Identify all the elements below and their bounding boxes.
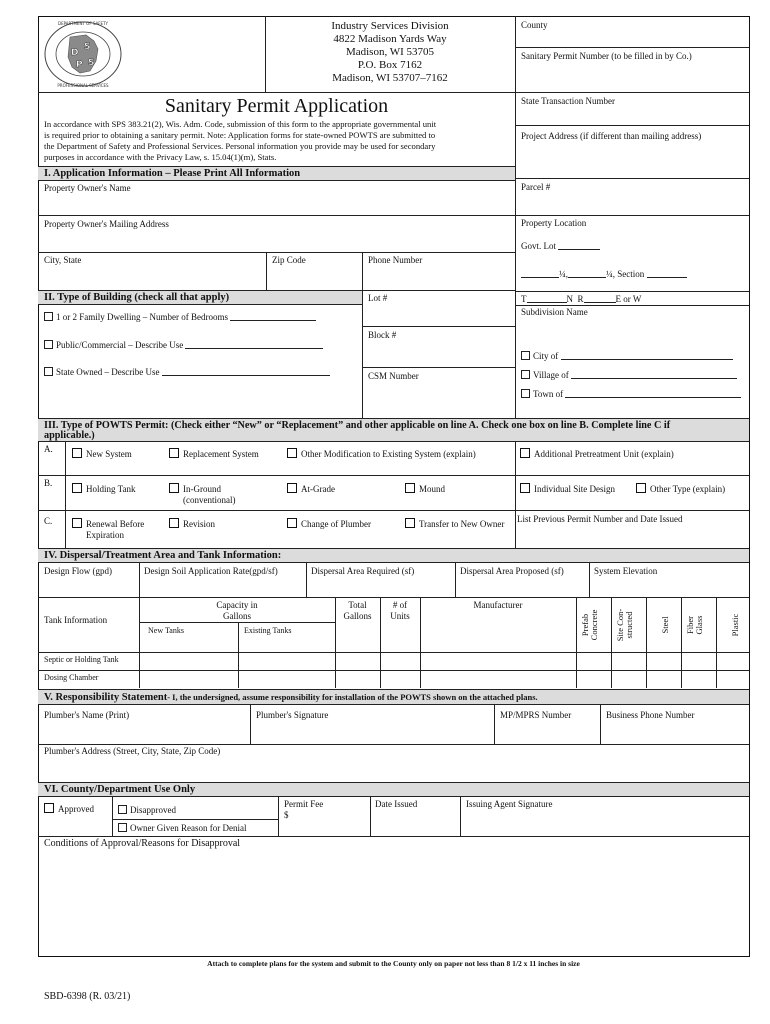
individual-site-design-checkbox[interactable]: [520, 483, 530, 493]
subdivision-name-label: Subdivision Name: [521, 307, 588, 317]
plumber-address-label: Plumber's Address (Street, City, State, Zip Code): [44, 746, 221, 756]
renewal-checkbox[interactable]: [72, 518, 82, 528]
village-of-checkbox[interactable]: [521, 370, 530, 379]
individual-site-design-option[interactable]: Individual Site Design: [520, 483, 615, 495]
row-b-label: B.: [44, 478, 53, 488]
city-of-checkbox[interactable]: [521, 351, 530, 360]
design-soil-label: Design Soil Application Rate(gpd/sf): [144, 566, 278, 576]
svg-text:DEPARTMENT OF SAFETY: DEPARTMENT OF SAFETY: [58, 21, 108, 26]
tank-information-label: Tank Information: [44, 615, 108, 625]
village-of-field[interactable]: Village of: [521, 370, 737, 381]
transfer-new-owner-checkbox[interactable]: [405, 518, 415, 528]
conditions-label: Conditions of Approval/Reasons for Disapproval: [44, 838, 241, 849]
section-6-header: VI. County/Department Use Only: [38, 782, 749, 797]
dosing-chamber-row: Dosing Chamber: [44, 673, 99, 682]
mound-option[interactable]: Mound: [405, 483, 445, 495]
county-label: County: [521, 20, 548, 30]
attach-note: Attach to complete plans for the system and submit to the County only on paper not less than 8 1/2 x 11 inches in size: [207, 959, 580, 968]
agency-address: [265, 20, 515, 85]
intro-text: In accordance with SPS 383.21(2), Wis. Adm. Code, submission of this form to the appropriate governmental unit is required prior to obtaining a sanitary permit. Note: Application forms for state-owned POWTS are submitted to the Department of Safety and Professional Services. Personal information you provide may be used for secondary purposes in accordance with the Privacy Law, s. 15.04(1)(m), Stats.: [44, 119, 437, 162]
system-elevation-label: System Elevation: [594, 566, 658, 576]
total-gallons-label: Total Gallons: [343, 600, 372, 621]
additional-pretreatment-checkbox[interactable]: [520, 448, 530, 458]
public-commercial-checkbox[interactable]: [44, 340, 53, 349]
additional-pretreatment-option[interactable]: Additional Pretreatment Unit (explain): [520, 448, 674, 460]
lot-label: Lot #: [368, 293, 388, 303]
new-system-checkbox[interactable]: [72, 448, 82, 458]
phone-number-label: Phone Number: [368, 255, 423, 265]
revision-checkbox[interactable]: [169, 518, 179, 528]
in-ground-checkbox[interactable]: [169, 483, 179, 493]
at-grade-option[interactable]: At-Grade: [287, 483, 335, 495]
parcel-label: Parcel #: [521, 182, 551, 192]
page-title: Sanitary Permit Application: [164, 95, 389, 117]
steel-label: Steel: [660, 616, 670, 634]
city-zip-2: Madison, WI 53707–7162: [332, 72, 448, 84]
dsps-seal-icon: [42, 19, 124, 89]
family-dwelling-checkbox[interactable]: [44, 312, 53, 321]
form-border-top: [38, 16, 750, 17]
city-state-label: City, State: [44, 255, 82, 265]
number-of-units-label: # of Units: [390, 600, 410, 621]
replacement-system-option[interactable]: Replacement System: [169, 448, 259, 460]
form-border-bottom: [38, 956, 750, 957]
disapproved-option[interactable]: Disapproved: [118, 805, 176, 816]
section-4-header: IV. Dispersal/Treatment Area and Tank Information:: [38, 548, 749, 563]
dispersal-proposed-label: Dispersal Area Proposed (sf): [460, 566, 564, 576]
manufacturer-label: Manufacturer: [473, 600, 523, 610]
in-ground-option[interactable]: In-Ground (conventional): [169, 483, 235, 506]
design-flow-label: Design Flow (gpd): [44, 566, 112, 576]
issuing-agent-signature-label: Issuing Agent Signature: [466, 799, 553, 809]
holding-tank-checkbox[interactable]: [72, 483, 82, 493]
approved-option[interactable]: Approved: [44, 803, 94, 815]
other-modification-checkbox[interactable]: [287, 448, 297, 458]
plumber-signature-label: Plumber's Signature: [256, 710, 329, 720]
approved-checkbox[interactable]: [44, 803, 54, 813]
state-transaction-number-label: State Transaction Number: [521, 96, 615, 106]
owner-given-reason-option[interactable]: Owner Given Reason for Denial: [118, 823, 246, 834]
dispersal-required-label: Dispersal Area Required (sf): [311, 566, 415, 576]
fiber-glass-label: Fiber Glass: [685, 615, 704, 635]
date-issued-label: Date Issued: [375, 799, 418, 809]
business-phone-label: Business Phone Number: [606, 710, 695, 720]
govt-lot-field[interactable]: Govt. Lot: [521, 241, 600, 252]
change-of-plumber-checkbox[interactable]: [287, 518, 297, 528]
family-dwelling-option[interactable]: 1 or 2 Family Dwelling – Number of Bedrooms: [44, 312, 316, 323]
form-number: SBD-6398 (R. 03/21): [44, 991, 131, 1002]
section-1-header: I. Application Information – Please Print All Information: [38, 166, 515, 181]
zip-code-label: Zip Code: [272, 255, 306, 265]
block-label: Block #: [368, 330, 397, 340]
plumber-name-label: Plumber's Name (Print): [44, 710, 130, 720]
revision-option[interactable]: Revision: [169, 518, 215, 530]
disapproved-checkbox[interactable]: [118, 805, 127, 814]
site-constructed-label: Site Con- structed: [615, 608, 634, 642]
row-c-label: C.: [44, 516, 53, 526]
capacity-gallons-label: Capacity in Gallons: [216, 600, 258, 621]
list-previous-permit-label: List Previous Permit Number and Date Issued: [517, 514, 683, 524]
replacement-system-checkbox[interactable]: [169, 448, 179, 458]
permit-fee-label: Permit Fee $: [284, 799, 324, 820]
city-of-field[interactable]: City of: [521, 351, 733, 362]
sanitary-permit-number-label: Sanitary Permit Number (to be filled in by Co.): [521, 51, 692, 61]
change-of-plumber-option[interactable]: Change of Plumber: [287, 518, 371, 530]
svg-text:S: S: [84, 42, 91, 52]
plastic-label: Plastic: [730, 613, 740, 637]
section-5-header: V. Responsibility Statement- I, the undersigned, assume responsibility for installation of the POWTS shown on the attached plans.: [38, 689, 749, 705]
section-2-header: II. Type of Building (check all that apply): [38, 291, 362, 305]
other-modification-option[interactable]: Other Modification to Existing System (explain): [287, 448, 476, 460]
svg-text:PROFESSIONAL SERVICES: PROFESSIONAL SERVICES: [57, 83, 109, 88]
prefab-concrete-label: Prefab Concrete: [580, 609, 599, 641]
svg-text:P: P: [76, 60, 83, 70]
mound-checkbox[interactable]: [405, 483, 415, 493]
other-type-option[interactable]: Other Type (explain): [636, 483, 725, 495]
section-3-header: III. Type of POWTS Permit: (Check either “New” or “Replacement” and other applicable on line A. Check one box on line B. Complete line C if applicable.): [38, 418, 749, 442]
township-range-field[interactable]: T N R E or W: [521, 294, 642, 304]
state-owned-option[interactable]: State Owned – Describe Use: [44, 367, 330, 378]
project-address-label: Project Address (if different than mailing address): [521, 131, 702, 141]
holding-tank-option[interactable]: Holding Tank: [72, 483, 135, 495]
mp-mprs-number-label: MP/MPRS Number: [500, 710, 572, 720]
renewal-option[interactable]: Renewal Before Expiration: [72, 518, 144, 541]
division-name: Industry Services Division: [331, 20, 449, 32]
transfer-new-owner-option[interactable]: Transfer to New Owner: [405, 518, 504, 530]
other-type-checkbox[interactable]: [636, 483, 646, 493]
svg-text:D: D: [71, 48, 79, 58]
at-grade-checkbox[interactable]: [287, 483, 297, 493]
existing-tanks-label: Existing Tanks: [244, 626, 292, 635]
csm-number-label: CSM Number: [368, 371, 419, 381]
form-border-right: [749, 16, 750, 956]
row-a-label: A.: [44, 444, 53, 454]
septic-holding-tank-row: Septic or Holding Tank: [44, 655, 119, 664]
owner-mailing-address-label: Property Owner's Mailing Address: [44, 219, 169, 229]
property-location-label: Property Location: [521, 218, 587, 228]
street-address: 4822 Madison Yards Way: [333, 33, 447, 45]
public-commercial-option[interactable]: Public/Commercial – Describe Use: [44, 340, 323, 351]
town-of-checkbox[interactable]: [521, 389, 530, 398]
new-system-option[interactable]: New System: [72, 448, 132, 460]
state-owned-checkbox[interactable]: [44, 367, 53, 376]
owner-given-reason-checkbox[interactable]: [118, 823, 127, 832]
po-box: P.O. Box 7162: [357, 59, 423, 71]
form-border-left: [38, 16, 39, 956]
owner-name-label: Property Owner's Name: [44, 183, 131, 193]
town-of-field[interactable]: Town of: [521, 389, 741, 400]
city-zip-1: Madison, WI 53705: [345, 46, 435, 58]
new-tanks-label: New Tanks: [148, 626, 184, 635]
quarter-section-field[interactable]: ¼, ¼, Section: [521, 269, 687, 280]
svg-text:S: S: [88, 58, 95, 68]
